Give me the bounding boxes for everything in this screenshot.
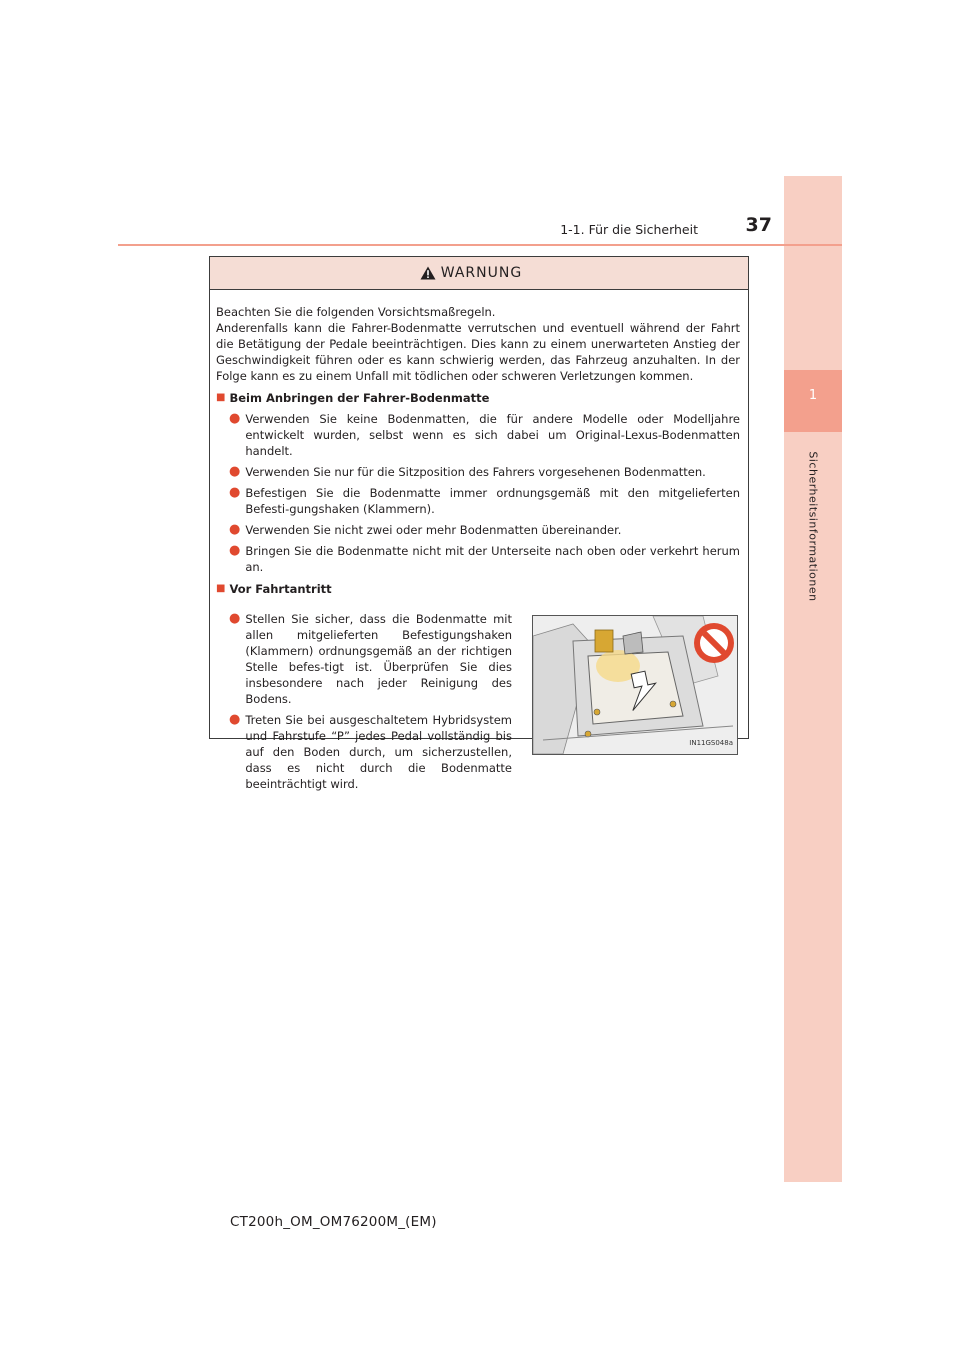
warning-header <box>210 257 748 290</box>
warning-triangle-icon <box>420 266 436 280</box>
bullet-icon: ● <box>229 712 241 727</box>
page-number: 37 <box>745 214 772 236</box>
section-heading <box>216 581 740 597</box>
left-column <box>216 611 512 792</box>
warning-body <box>210 290 748 792</box>
chapter-title: Sicherheitsinformationen <box>806 451 820 602</box>
list-item: ● Verwenden Sie keine Bodenmatten, die für andere Modelle oder Modelljahre entwickelt wurden, selbst wenn es sich dabei um Original-Lexus-Bodenmatten handelt. <box>229 411 740 458</box>
square-bullet-icon: ■ <box>216 583 226 594</box>
section-2-heading: Vor Fahrtantritt <box>229 582 332 596</box>
document-code: CT200h_OM_OM76200M_(EM) <box>230 1214 437 1230</box>
illustration-code: IN11GS048a <box>689 739 733 747</box>
list-item: ● Bringen Sie die Bodenmatte nicht mit der Unterseite nach oben oder verkehrt herum an. <box>229 543 740 574</box>
bullet-icon: ● <box>229 522 241 537</box>
section-heading <box>216 390 740 406</box>
two-column-area <box>216 611 740 792</box>
list-item: ● Verwenden Sie nur für die Sitzposition des Fahrers vorgesehenen Bodenmatten. <box>229 464 706 479</box>
list-item: ● Befestigen Sie die Bodenmatte immer ordnungsgemäß mit den mitgelieferten Befesti-gungshaken (Klammern). <box>229 485 740 516</box>
warning-intro-2: Anderenfalls kann die Fahrer-Bodenmatte verrutschen und eventuell während der Fahrt die Betätigung der Pedale beeinträchtigen. Dies kann zu einem unerwarteten Anstieg der Geschwindigkeit führen oder es kann schwierig werden, das Fahrzeug anzuhalten. In der Folge kann es zu einem Unfall mit tödlichen oder schweren Verletzungen kommen. <box>216 321 740 383</box>
side-tab <box>784 176 842 1182</box>
list-item: ● Verwenden Sie nicht zwei oder mehr Bodenmatten übereinander. <box>229 522 622 537</box>
chapter-number: 1 <box>808 388 818 403</box>
warning-intro-1: Beachten Sie die folgenden Vorsichtsmaßregeln. <box>216 305 496 319</box>
bullet-icon: ● <box>229 543 241 558</box>
warning-title: WARNUNG <box>440 265 523 281</box>
floor-mat-drawing <box>533 616 737 754</box>
list-item: ● Treten Sie bei ausgeschaltetem Hybridsystem und Fahrstufe “P” jedes Pedal vollständig bis auf den Boden durch, um sicherzustellen, dass es nicht durch die Bodenmatte beeinträchtigt wird. <box>229 712 512 791</box>
bullet-icon: ● <box>229 464 241 479</box>
header-rule <box>118 244 842 246</box>
floor-mat-illustration <box>532 615 738 755</box>
list-item: ● Stellen Sie sicher, dass die Bodenmatte mit allen mitgelieferten Befestigungshaken (Klammern) ordnungsgemäß an der richtigen Stelle befes-tigt ist. Überprüfen Sie dies insbesondere nach jeder Reinigung des Bodens. <box>229 611 512 706</box>
section-title: 1-1. Für die Sicherheit <box>560 222 698 237</box>
bullet-icon: ● <box>229 485 241 500</box>
bullet-icon: ● <box>229 411 241 426</box>
square-bullet-icon: ■ <box>216 392 226 403</box>
bullet-icon: ● <box>229 611 241 626</box>
warning-box <box>209 256 749 791</box>
section-1-heading: Beim Anbringen der Fahrer-Bodenmatte <box>229 391 490 405</box>
